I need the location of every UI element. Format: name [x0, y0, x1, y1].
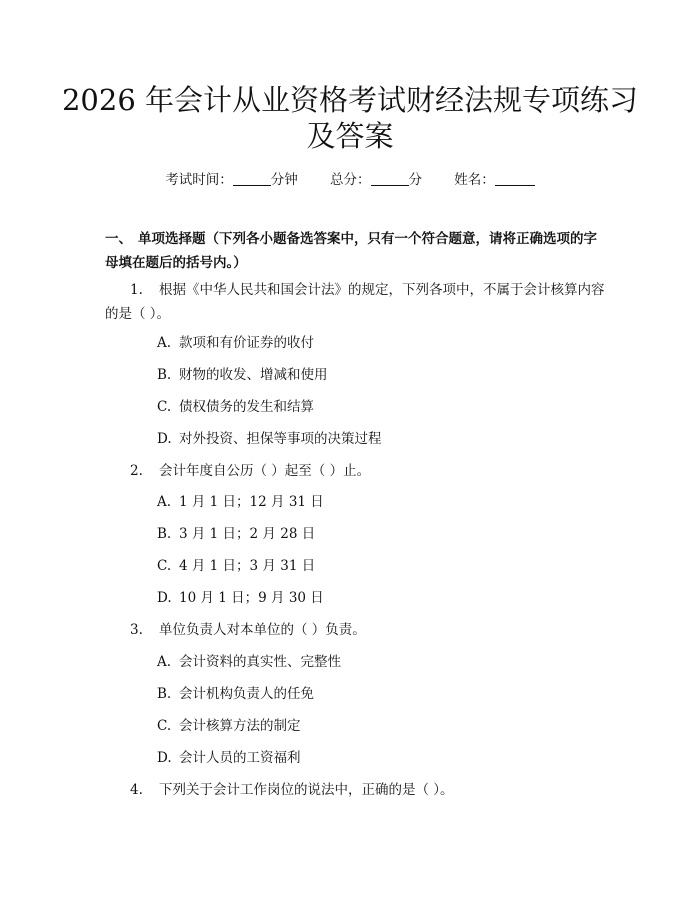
- question-1: [105, 278, 605, 326]
- option-text: 款项和有价证券的收付: [179, 335, 314, 351]
- question-text: 下列关于会计工作岗位的说法中，正确的是（ ）。: [159, 782, 454, 798]
- option-text: 对外投资、担保等事项的决策过程: [179, 431, 382, 447]
- question-text: 会计年度自公历（ ）起至（ ）止。: [159, 463, 371, 479]
- option-1a: [157, 333, 314, 353]
- student-name: [454, 168, 535, 188]
- option-2d: [157, 588, 324, 608]
- option-text: 会计资料的真实性、完整性: [179, 654, 341, 670]
- question-3: [105, 618, 605, 642]
- option-1d: [157, 429, 382, 449]
- option-text: 3 月 1 日；2 月 28 日: [179, 526, 316, 542]
- question-number: 4.: [130, 782, 143, 798]
- option-1c: [157, 397, 314, 417]
- option-letter: A.: [157, 654, 172, 670]
- option-letter: B.: [157, 526, 172, 542]
- option-text: 会计机构负责人的任免: [179, 686, 314, 702]
- option-3d: [157, 748, 301, 768]
- option-letter: B.: [157, 367, 172, 383]
- option-letter: A.: [157, 494, 172, 510]
- option-letter: B.: [157, 686, 172, 702]
- option-3c: [157, 716, 301, 736]
- option-letter: C.: [157, 399, 172, 415]
- option-letter: C.: [157, 718, 172, 734]
- option-3b: [157, 684, 314, 704]
- question-4: [105, 778, 605, 802]
- option-2c: [157, 556, 315, 576]
- total-score-blank: [371, 173, 409, 186]
- option-text: 会计人员的工资福利: [179, 750, 301, 766]
- option-2b: [157, 524, 315, 544]
- option-text: 1 月 1 日；12 月 31 日: [179, 494, 324, 510]
- question-2: [105, 459, 605, 483]
- total-score: [330, 168, 422, 188]
- option-3a: [157, 652, 341, 672]
- exam-time-label: 考试时间：: [165, 172, 233, 188]
- exam-info: [0, 168, 700, 188]
- total-score-unit: 分: [408, 172, 422, 188]
- option-letter: D.: [157, 750, 172, 766]
- exam-time-unit: 分钟: [270, 172, 298, 188]
- section-number: 一、: [105, 231, 132, 247]
- section-instructions: 单项选择题（下列各小题备选答案中，只有一个符合题意，请将正确选项的字母填在题后的括号内。）: [105, 231, 597, 271]
- option-1b: [157, 365, 328, 385]
- option-letter: A.: [157, 335, 172, 351]
- question-number: 1.: [130, 282, 143, 298]
- exam-time-blank: [233, 173, 271, 186]
- page-title-line-2: 及答案: [306, 119, 394, 153]
- option-text: 4 月 1 日；3 月 31 日: [179, 558, 316, 574]
- question-text: 根据《中华人民共和国会计法》的规定，下列各项中，不属于会计核算内容的是（ ）。: [105, 282, 605, 322]
- option-letter: D.: [157, 590, 172, 606]
- question-number: 2.: [130, 463, 143, 479]
- option-2a: [157, 492, 324, 512]
- option-letter: D.: [157, 431, 172, 447]
- section-heading: [105, 227, 605, 275]
- option-text: 债权债务的发生和结算: [179, 399, 314, 415]
- student-name-label: 姓名：: [454, 172, 495, 188]
- student-name-blank: [495, 173, 535, 186]
- exam-time: [165, 168, 298, 188]
- option-letter: C.: [157, 558, 172, 574]
- option-text: 财物的收发、增减和使用: [179, 367, 328, 383]
- option-text: 会计核算方法的制定: [179, 718, 301, 734]
- total-score-label: 总分：: [330, 172, 371, 188]
- question-number: 3.: [130, 622, 143, 638]
- page-title-line-1: 2026 年会计从业资格考试财经法规专项练习: [61, 83, 639, 117]
- option-text: 10 月 1 日；9 月 30 日: [179, 590, 324, 606]
- question-text: 单位负责人对本单位的（ ）负责。: [159, 622, 366, 638]
